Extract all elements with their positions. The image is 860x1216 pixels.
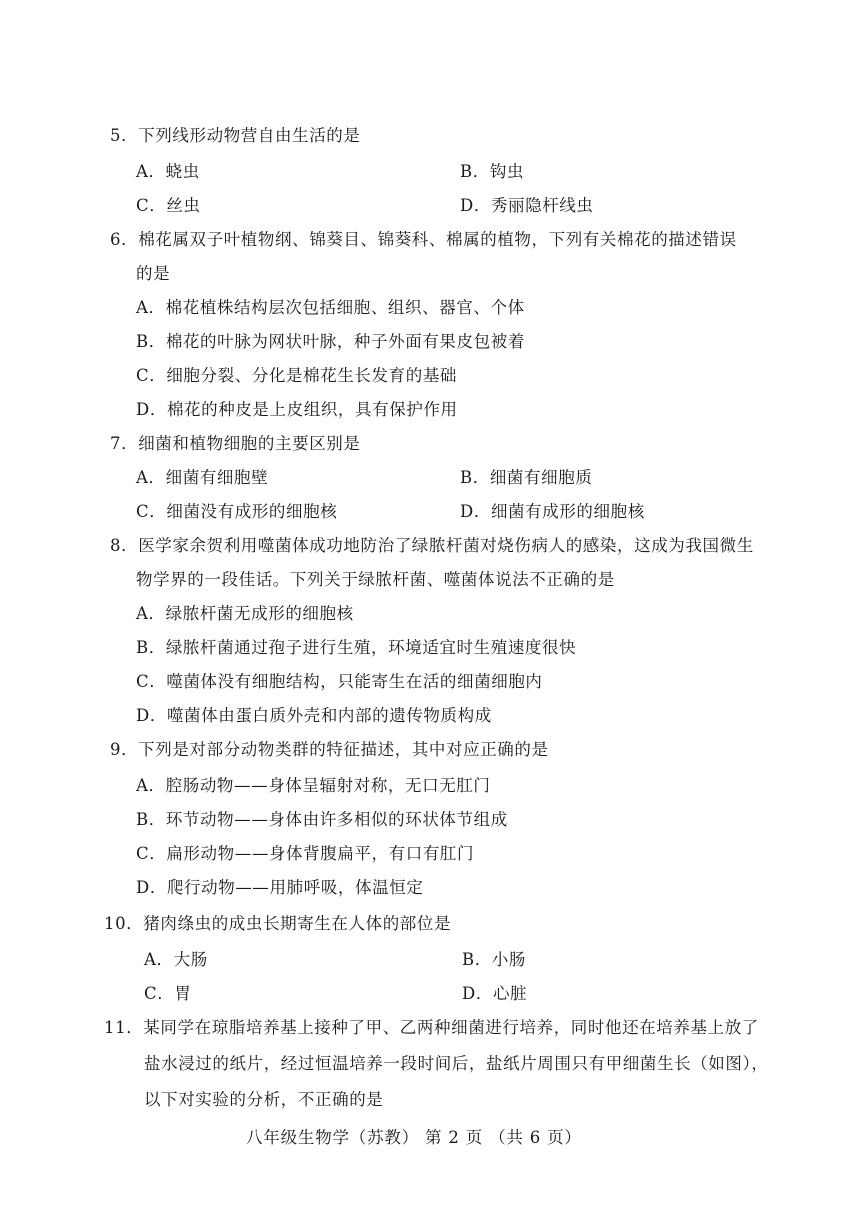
question-9-stem	[110, 740, 549, 760]
question-number: 5．	[110, 126, 139, 145]
question-text: 下列是对部分动物类群的特征描述，其中对应正确的是	[138, 740, 549, 759]
page-footer: 八年级生物学（苏教） 第 2 页 （共 6 页）	[246, 1128, 582, 1147]
option-a: A．绿脓杆菌无成形的细胞核	[136, 604, 354, 623]
option-d: D．细菌有成形的细胞核	[460, 502, 645, 521]
option-d: D．秀丽隐杆线虫	[460, 196, 594, 215]
option-c: C．细胞分裂、分化是棉花生长发育的基础	[136, 366, 458, 385]
option-b: B．绿脓杆菌通过孢子进行生殖，环境适宜时生殖速度很快	[136, 638, 577, 657]
option-a: A．细菌有细胞壁	[136, 468, 269, 487]
question-text: 棉花属双子叶植物纲、锦葵目、锦葵科、棉属的植物，下列有关棉花的描述错误	[138, 230, 737, 249]
option-d: D．棉花的种皮是上皮组织，具有保护作用	[136, 400, 458, 419]
question-number: 11．	[104, 1018, 144, 1037]
option-a: A．腔肠动物——身体呈辐射对称，无口无肛门	[136, 776, 491, 795]
question-11-stem-cont: 盐水浸过的纸片，经过恒温培养一段时间后，盐纸片周围只有甲细菌生长（如图），	[144, 1054, 769, 1073]
option-c: C．细菌没有成形的细胞核	[136, 502, 338, 521]
option-b: B．钩虫	[460, 162, 525, 181]
option-d: D．心脏	[462, 984, 528, 1003]
option-d: D．爬行动物——用肺呼吸，体温恒定	[136, 878, 424, 897]
question-11-stem	[104, 1018, 759, 1038]
option-c: C．扁形动物——身体背腹扁平，有口有肛门	[136, 844, 475, 863]
question-11-stem-cont: 以下对实验的分析，不正确的是	[144, 1090, 384, 1109]
question-text: 医学家余贺利用噬菌体成功地防治了绿脓杆菌对烧伤病人的感染，这成为我国微生	[138, 536, 754, 555]
option-c: C．噬菌体没有细胞结构，只能寄生在活的细菌细胞内	[136, 672, 543, 691]
option-d: D．噬菌体由蛋白质外壳和内部的遗传物质构成	[136, 706, 492, 725]
question-text: 猪肉绦虫的成虫长期寄生在人体的部位是	[143, 914, 452, 933]
question-6-stem-cont: 的是	[136, 264, 171, 283]
question-number: 7．	[110, 434, 139, 453]
question-10-stem	[104, 914, 451, 934]
question-number: 8．	[110, 536, 139, 555]
question-text: 细菌和植物细胞的主要区别是	[138, 434, 361, 453]
option-b: B．细菌有细胞质	[460, 468, 593, 487]
question-8-stem-cont: 物学界的一段佳话。下列关于绿脓杆菌、噬菌体说法不正确的是	[136, 570, 615, 589]
question-number: 10．	[104, 914, 144, 933]
question-number: 9．	[110, 740, 139, 759]
option-c: C．胃	[144, 984, 192, 1003]
question-8-stem	[110, 536, 754, 556]
question-text: 某同学在琼脂培养基上接种了甲、乙两种细菌进行培养，同时他还在培养基上放了	[143, 1018, 759, 1037]
option-b: B．小肠	[462, 950, 527, 969]
option-b: B．棉花的叶脉为网状叶脉，种子外面有果皮包被着	[136, 332, 525, 351]
option-a: A．大肠	[144, 950, 208, 969]
question-7-stem	[110, 434, 361, 454]
option-a: A．蛲虫	[136, 162, 200, 181]
option-c: C．丝虫	[136, 196, 201, 215]
question-number: 6．	[110, 230, 139, 249]
question-5-stem	[110, 126, 361, 146]
option-b: B．环节动物——身体由许多相似的环状体节组成	[136, 810, 508, 829]
question-text: 下列线形动物营自由生活的是	[138, 126, 361, 145]
option-a: A．棉花植株结构层次包括细胞、组织、器官、个体	[136, 298, 525, 317]
question-6-stem	[110, 230, 737, 250]
